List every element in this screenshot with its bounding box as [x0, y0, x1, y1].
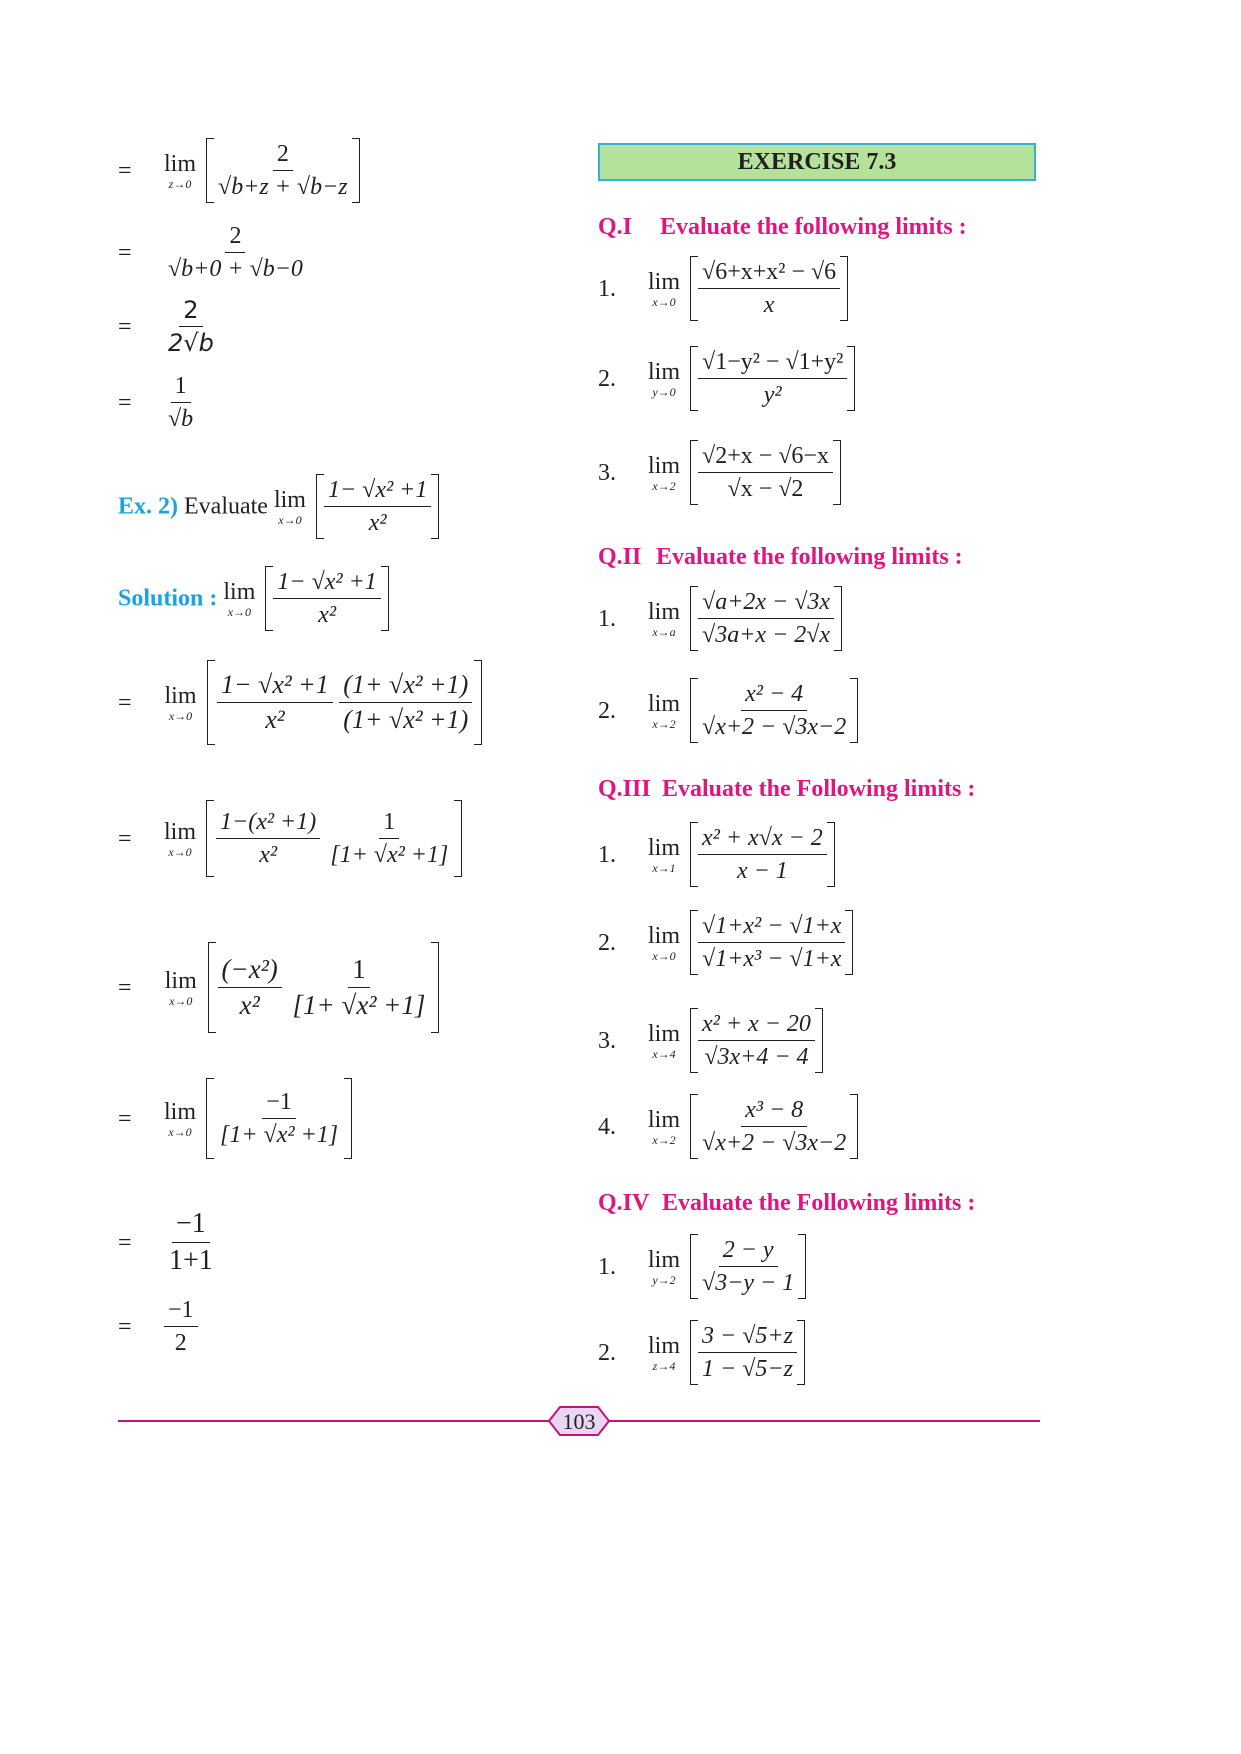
limit-operator: lim z→4	[648, 1332, 681, 1373]
q2-item-2	[598, 678, 858, 743]
equals-sign: =	[118, 1105, 132, 1132]
fraction: $\frac{\text{x² + x√x − 2}}{x - 1}$	[698, 826, 827, 883]
step-6	[118, 800, 462, 877]
fraction: $\frac{\text{1− √x² +1}}{\text{x²}}$	[273, 570, 380, 627]
example-text: Evaluate	[184, 493, 268, 520]
fraction: $\frac{\text{1− √x² +1}}{\text{x²}}$	[217, 672, 333, 733]
q2-title: Evaluate the following limits :	[656, 544, 963, 570]
equals-sign: =	[118, 974, 132, 1001]
example-2	[118, 474, 439, 539]
exercise-title-box	[598, 143, 1036, 181]
fraction: $\frac{\text{(−x²)}}{\text{x²}}$	[218, 956, 282, 1019]
bracket-expression	[206, 1078, 352, 1159]
bracket-expression	[690, 910, 853, 975]
limit-operator: lim y→2	[648, 1246, 681, 1287]
bracket-expression	[206, 800, 462, 877]
q4-item-1	[598, 1234, 806, 1299]
fraction: $\frac{2}{√b+z + √b-z}$	[218, 141, 348, 200]
fraction: $\frac{\text{√1−y² − √1+y²}}{\text{y²}}$	[698, 350, 847, 407]
fraction: $\frac{\text{x² + x − 20}}{√3x+4 - 4}$	[698, 1012, 815, 1069]
item-number: 1.	[598, 275, 616, 302]
q2-item-1	[598, 586, 842, 651]
fraction: $\frac{\text{1− √x² +1}}{\text{x²}}$	[324, 478, 431, 535]
bracket-expression	[208, 942, 440, 1033]
limit-operator: lim x→2	[648, 452, 681, 493]
item-number: 2.	[598, 365, 616, 392]
item-number: 2.	[598, 1339, 616, 1366]
fraction: $\frac{\text{√1+x² − √1+x}}{\text{√1+x³ − √1+x}}$	[698, 914, 845, 971]
item-number: 2.	[598, 929, 616, 956]
bracket-expression	[690, 440, 841, 505]
item-number: 1.	[598, 1253, 616, 1280]
q3-item-2	[598, 910, 853, 975]
equals-sign: =	[118, 389, 132, 416]
step-3	[118, 298, 218, 355]
q3-heading	[598, 776, 975, 803]
item-number: 1.	[598, 841, 616, 868]
step-4	[118, 374, 197, 431]
equals-sign: =	[118, 1313, 132, 1340]
limit-operator: lim x→0	[164, 967, 197, 1008]
limit-operator: lim x→0	[164, 818, 197, 859]
limit-operator: lim x→0	[223, 578, 256, 619]
item-number: 3.	[598, 1027, 616, 1054]
fraction: $\frac{2}{2√b}$	[168, 296, 214, 357]
equals-sign: =	[118, 1229, 132, 1256]
bracket-expression	[690, 1008, 823, 1073]
q2-heading	[598, 544, 963, 571]
q4-title: Evaluate the Following limits :	[662, 1190, 976, 1216]
q1-number: Q.I	[598, 214, 633, 240]
limit-operator: lim x→0	[164, 1098, 197, 1139]
q4-number: Q.IV	[598, 1190, 650, 1216]
q3-item-3	[598, 1008, 823, 1073]
fraction: $\frac{1}{\text{[1+ √x² +1]}}$	[292, 954, 426, 1020]
bracket-expression	[690, 1094, 858, 1159]
fraction: $\frac{1}{\text{[1+ √x² +1]}}$	[330, 809, 449, 868]
fraction: $\frac{√2+x - √6-x}{√x - √2}$	[698, 444, 833, 501]
limit-operator: lim x→1	[648, 834, 681, 875]
bracket-expression	[690, 1234, 806, 1299]
fraction: $\frac{2}{√b+0 + √b-0}$	[168, 223, 303, 282]
bracket-expression	[690, 256, 848, 321]
page-number: 103	[562, 1409, 596, 1434]
bracket-expression	[206, 138, 360, 203]
equals-sign: =	[118, 157, 132, 184]
exercise-title: EXERCISE 7.3	[737, 148, 897, 175]
q1-item-3	[598, 440, 841, 505]
fraction: $\frac{1}{√b}$	[168, 373, 194, 432]
equals-sign: =	[118, 825, 132, 852]
fraction: $\frac{\text{(1+ √x² +1)}}{\text{(1+ √x² +1)}}$	[339, 672, 472, 733]
fraction: $\frac{\text{x² − 4}}{√x+2 - √3x-2}$	[702, 681, 847, 740]
limit-operator: lim y→0	[648, 358, 681, 399]
bracket-expression	[265, 566, 388, 631]
step-8	[118, 1078, 352, 1159]
fraction: $\frac{-1}{1+1}$	[169, 1208, 213, 1276]
limit-operator: lim x→2	[648, 690, 681, 731]
fraction: $\frac{\text{1−(x² +1)}}{\text{x²}}$	[216, 810, 320, 867]
limit-operator: lim z→0	[164, 150, 197, 191]
bracket-expression	[690, 1320, 805, 1385]
solution	[118, 566, 389, 631]
item-number: 3.	[598, 459, 616, 486]
q4-item-2	[598, 1320, 805, 1385]
limit-operator: lim x→0	[164, 682, 197, 723]
bracket-expression	[690, 586, 842, 651]
bracket-expression	[207, 660, 482, 745]
footer-rule-left	[118, 1420, 550, 1422]
bracket-expression	[690, 346, 855, 411]
fraction: $\frac{\text{√6+x+x² − √6}}{x}$	[698, 260, 840, 317]
q1-title: Evaluate the following limits :	[660, 214, 967, 240]
step-2	[118, 224, 307, 281]
q3-title: Evaluate the Following limits :	[662, 776, 976, 802]
limit-operator: lim x→4	[648, 1020, 681, 1061]
item-number: 4.	[598, 1113, 616, 1140]
q3-item-1	[598, 822, 835, 887]
fraction: $\frac{\text{x³ − 8}}{√x+2 - √3x-2}$	[702, 1097, 847, 1156]
limit-operator: lim x→2	[648, 1106, 681, 1147]
q1-heading	[598, 214, 967, 241]
bracket-expression	[316, 474, 439, 539]
limit-operator: lim x→0	[648, 268, 681, 309]
q1-item-1	[598, 256, 848, 321]
q3-item-4	[598, 1094, 858, 1159]
step-9	[118, 1210, 217, 1275]
fraction: $\frac{√a+2x - √3x}{√3a+x - 2√x}$	[698, 590, 834, 647]
step-1	[118, 138, 360, 203]
step-5	[118, 660, 482, 745]
equals-sign: =	[118, 239, 132, 266]
q3-number: Q.III	[598, 776, 651, 802]
item-number: 2.	[598, 697, 616, 724]
equals-sign: =	[118, 689, 132, 716]
equals-sign: =	[118, 313, 132, 340]
step-7	[118, 942, 439, 1033]
fraction: $\frac{3 - √5+z}{1 - √5-z}$	[698, 1324, 797, 1381]
footer-rule-right	[608, 1420, 1040, 1422]
limit-operator: lim x→0	[648, 922, 681, 963]
item-number: 1.	[598, 605, 616, 632]
bracket-expression	[690, 678, 858, 743]
fraction: $\frac{-1}{2}$	[164, 1298, 198, 1355]
q2-number: Q.II	[598, 544, 642, 570]
limit-operator: lim x→a	[648, 598, 681, 639]
step-10	[118, 1298, 198, 1355]
q4-heading	[598, 1190, 975, 1217]
fraction: $\frac{-1}{\text{[1+ √x² +1]}}$	[220, 1089, 339, 1148]
q1-item-2	[598, 346, 855, 411]
fraction: $\frac{2 - y}{√3-y - 1}$	[702, 1237, 795, 1296]
limit-operator: lim x→0	[273, 486, 306, 527]
example-label: Ex. 2)	[118, 493, 178, 520]
bracket-expression	[690, 822, 835, 887]
solution-label: Solution :	[118, 585, 218, 612]
